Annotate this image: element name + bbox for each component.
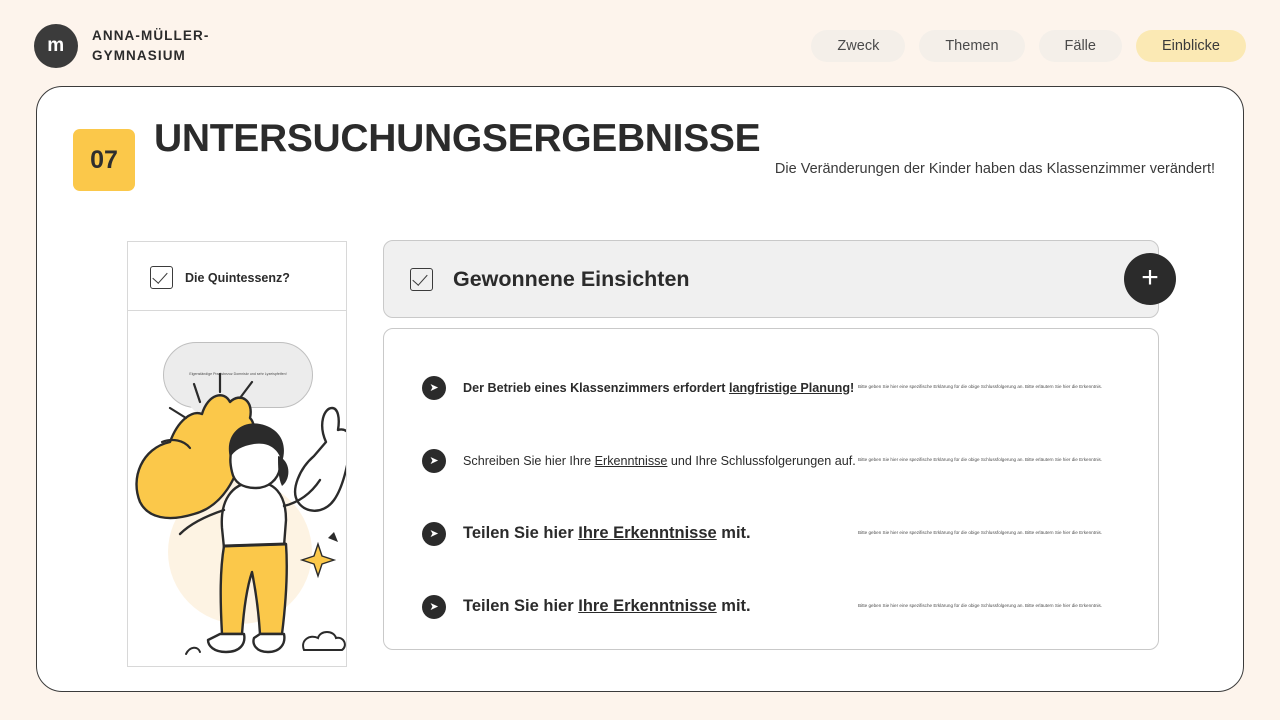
nav-item-zweck[interactable]: Zweck	[811, 30, 905, 62]
list-item[interactable]	[384, 424, 1158, 497]
list-item[interactable]	[384, 497, 1158, 570]
nav-item-faelle[interactable]: Fälle	[1039, 30, 1122, 62]
insights-banner	[383, 240, 1159, 318]
illustration-title: Die Quintessenz?	[185, 270, 290, 285]
illustration-panel	[127, 241, 347, 667]
top-bar	[0, 0, 1280, 92]
page-subtitle: Die Veränderungen der Kinder haben das Klassenzimmer verändert!	[774, 161, 1215, 177]
chevron-right-circle-icon: ➤	[422, 522, 446, 546]
insight-text: Teilen Sie hier Ihre Erkenntnisse mit.	[463, 524, 751, 542]
brand	[34, 24, 292, 68]
brand-name: ANNA-MÜLLER-GYMNASIUM	[92, 28, 210, 63]
nav-item-themen[interactable]: Themen	[919, 30, 1024, 62]
insight-note: Bitte geben Sie hier eine spezifische Erklärung für die obige Schlussfolgerung an. Bitte erläutern Sie hier die Erkenntnis.	[858, 457, 1103, 463]
add-insight-button[interactable]: +	[1124, 253, 1176, 305]
insight-note: Bitte geben Sie hier eine spezifische Erklärung für die obige Schlussfolgerung an. Bitte erläutern Sie hier die Erkenntnis.	[858, 530, 1103, 536]
insight-text: Der Betrieb eines Klassenzimmers erfordert langfristige Planung!	[463, 380, 855, 395]
list-item[interactable]	[384, 351, 1158, 424]
insights-list	[383, 328, 1159, 650]
chevron-right-circle-icon: ➤	[422, 376, 446, 400]
monogram-icon: m	[34, 24, 78, 68]
main-nav	[811, 30, 1246, 62]
nav-item-einblicke[interactable]: Einblicke	[1136, 30, 1246, 62]
page-title: UNTERSUCHUNGSERGEBNISSE	[154, 117, 761, 160]
insight-note: Bitte geben Sie hier eine spezifische Erklärung für die obige Schlussfolgerung an. Bitte erläutern Sie hier die Erkenntnis.	[858, 603, 1103, 609]
slide-number: 07	[73, 129, 135, 191]
insight-note: Bitte geben Sie hier eine spezifische Erklärung für die obige Schlussfolgerung an. Bitte erläutern Sie hier die Erkenntnis.	[858, 384, 1103, 390]
insights-banner-label: Gewonnene Einsichten	[453, 266, 690, 291]
person-pointing-illustration	[128, 242, 347, 667]
speech-bubble-text: Eigenständige Praxisbezuz Domniskr und sehr Lyzeispfeifen!	[189, 372, 287, 377]
chevron-right-circle-icon: ➤	[422, 595, 446, 619]
insight-text: Teilen Sie hier Ihre Erkenntnisse mit.	[463, 597, 751, 615]
checkbox-checked-icon	[410, 268, 433, 291]
list-item[interactable]	[384, 570, 1158, 643]
slide-card	[36, 86, 1244, 692]
insight-text: Schreiben Sie hier Ihre Erkenntnisse und Ihre Schlussfolgerungen auf.	[463, 453, 856, 468]
chevron-right-circle-icon: ➤	[422, 449, 446, 473]
